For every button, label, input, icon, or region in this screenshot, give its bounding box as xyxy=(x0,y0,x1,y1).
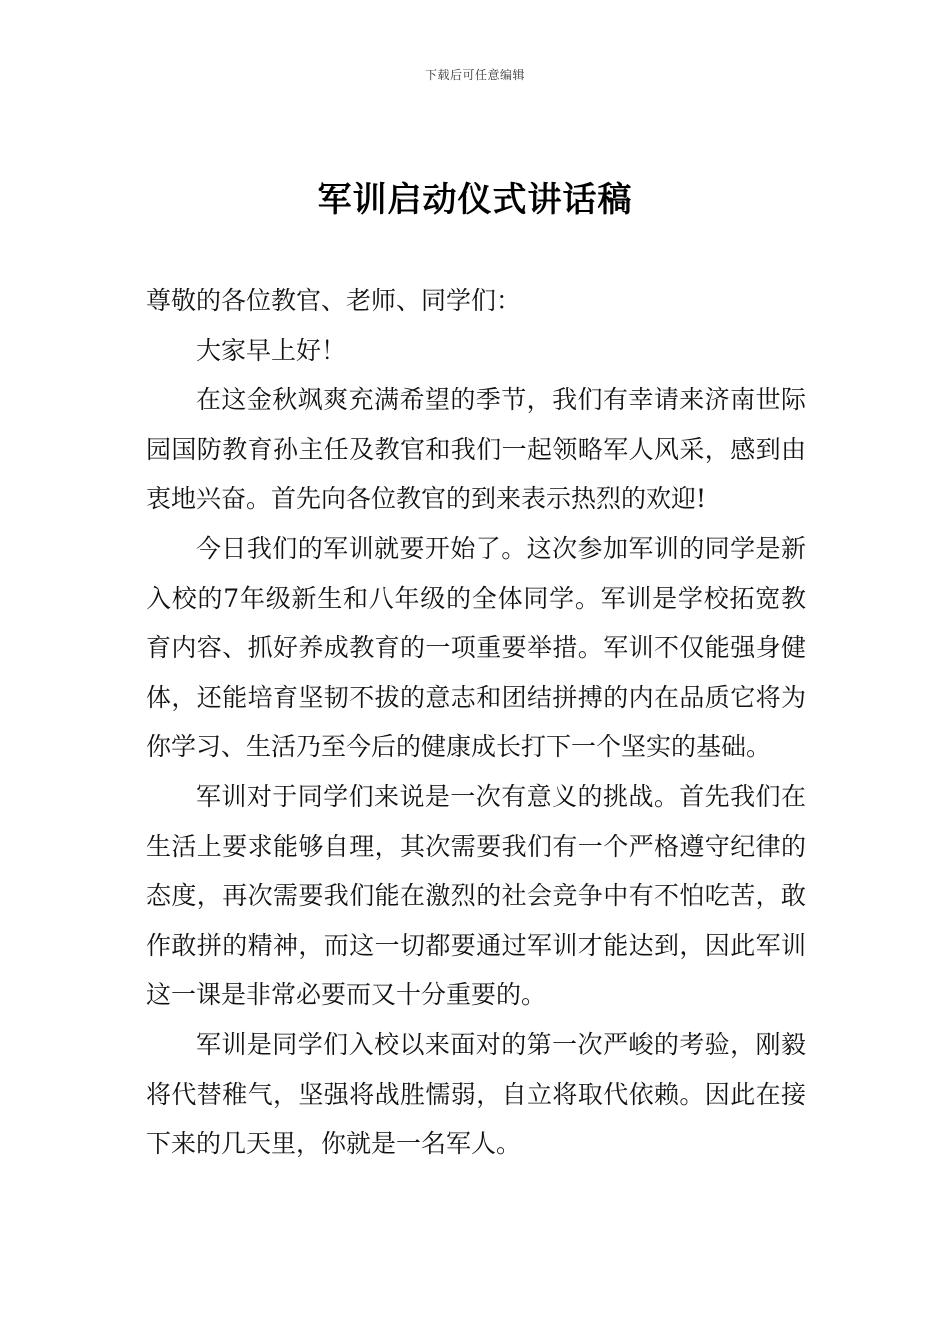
paragraph-training-start: 今日我们的军训就要开始了。这次参加军训的同学是新入校的7年级新生和八年级的全体同学。军训是学校拓宽教育内容、抓好养成教育的一项重要举措。军训不仅能强身健体，还能培育坚韧不拔的意志和团结拼搏的内在品质它将为你学习、生活乃至今后的健康成长打下一个坚实的基础。 xyxy=(146,533,806,762)
salutation: 尊敬的各位教官、老师、同学们： xyxy=(146,286,522,315)
paragraph-test: 军训是同学们入校以来面对的第一次严峻的考验，刚毅将代替稚气，坚强将战胜懦弱，自立将取代依赖。因此在接下来的几天里，你就是一名军人。 xyxy=(146,1029,806,1159)
document-body xyxy=(146,276,806,1169)
paragraph-greeting: 大家早上好！ xyxy=(196,335,347,365)
document-title: 军训启动仪式讲话稿 xyxy=(317,180,633,220)
paragraph-welcome: 在这金秋飒爽充满希望的季节，我们有幸请来济南世际园国防教育孙主任及教官和我们一起领略军人风采，感到由衷地兴奋。首先向各位教官的到来表示热烈的欢迎! xyxy=(146,385,806,514)
header-note: 下载后可任意编辑 xyxy=(424,68,525,82)
paragraph-challenge: 军训对于同学们来说是一次有意义的挑战。首先我们在生活上要求能够自理，其次需要我们有一个严格遵守纪律的态度，再次需要我们能在激烈的社会竞争中有不怕吃苦，敢作敢拼的精神，而这一切都要通过军训才能达到，因此军训这一课是非常必要而又十分重要的。 xyxy=(146,781,806,1010)
